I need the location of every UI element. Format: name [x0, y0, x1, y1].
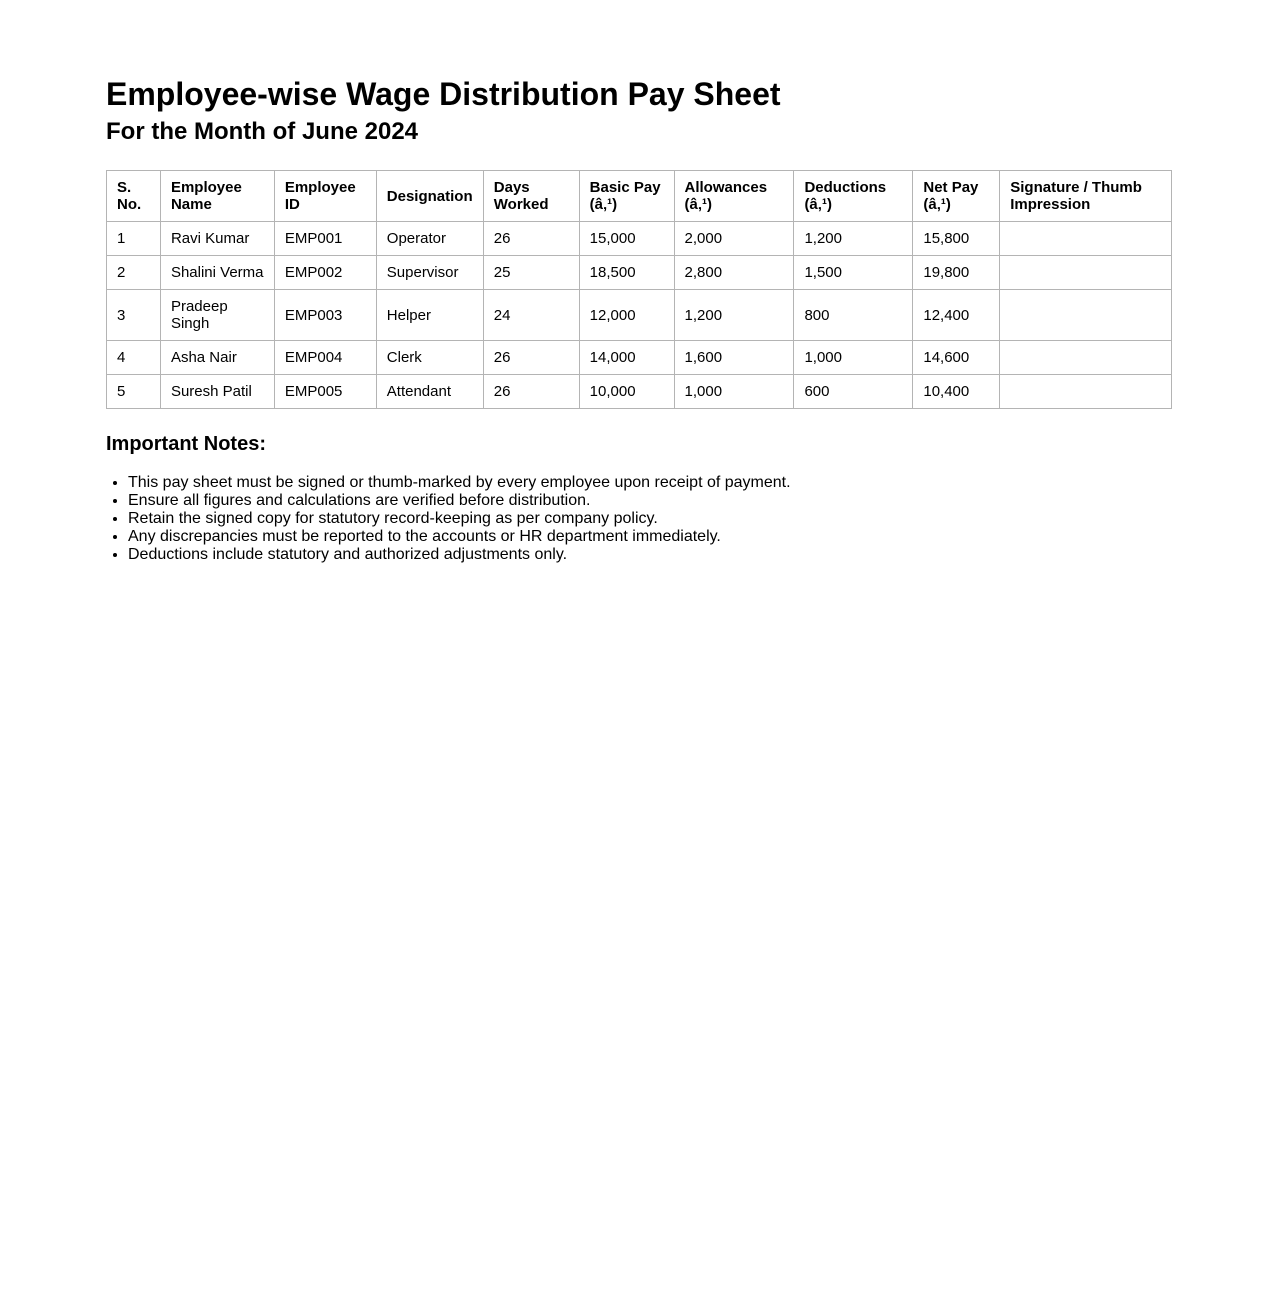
- cell-signature[interactable]: [1000, 341, 1172, 375]
- list-item: • This pay sheet must be signed or thumb-marked by every employee upon receipt of payment.: [128, 474, 1172, 492]
- cell-allowances: 1,200: [674, 290, 794, 341]
- table-row: [107, 222, 1172, 256]
- cell-deductions: 1,500: [794, 256, 913, 290]
- list-item: • Any discrepancies must be reported to the accounts or HR department immediately.: [128, 528, 1172, 546]
- header-employee-id: Employee ID: [274, 171, 376, 222]
- header-designation: Designation: [376, 171, 483, 222]
- header-net-pay: Net Pay (â‚¹): [913, 171, 1000, 222]
- cell-allowances: 1,600: [674, 341, 794, 375]
- cell-signature[interactable]: [1000, 290, 1172, 341]
- cell-s-no: 3: [107, 290, 161, 341]
- page-subtitle: For the Month of June 2024: [106, 118, 419, 145]
- cell-allowances: 2,000: [674, 222, 794, 256]
- table-header-row: [107, 171, 1172, 222]
- notes-title: Important Notes:: [106, 433, 266, 455]
- table-row: [107, 375, 1172, 409]
- cell-signature[interactable]: [1000, 256, 1172, 290]
- cell-net-pay: 15,800: [913, 222, 1000, 256]
- cell-employee-name: Asha Nair: [160, 341, 274, 375]
- cell-s-no: 1: [107, 222, 161, 256]
- cell-employee-name: Suresh Patil: [160, 375, 274, 409]
- header-signature: Signature / Thumb Impression: [1000, 171, 1172, 222]
- table-row: [107, 341, 1172, 375]
- cell-days-worked: 26: [483, 375, 579, 409]
- cell-employee-id: EMP001: [274, 222, 376, 256]
- cell-net-pay: 12,400: [913, 290, 1000, 341]
- list-item: • Retain the signed copy for statutory record-keeping as per company policy.: [128, 510, 1172, 528]
- cell-deductions: 1,200: [794, 222, 913, 256]
- header-allowances: Allowances (â‚¹): [674, 171, 794, 222]
- header-employee-name: Employee Name: [160, 171, 274, 222]
- pay-sheet-page: [0, 0, 1278, 564]
- header-deductions: Deductions (â‚¹): [794, 171, 913, 222]
- cell-employee-id: EMP004: [274, 341, 376, 375]
- header-s-no: S. No.: [107, 171, 161, 222]
- cell-s-no: 4: [107, 341, 161, 375]
- table-row: [107, 290, 1172, 341]
- cell-signature[interactable]: [1000, 375, 1172, 409]
- cell-net-pay: 14,600: [913, 341, 1000, 375]
- cell-designation: Operator: [376, 222, 483, 256]
- cell-designation: Clerk: [376, 341, 483, 375]
- cell-days-worked: 24: [483, 290, 579, 341]
- header-basic-pay: Basic Pay (â‚¹): [579, 171, 674, 222]
- cell-days-worked: 26: [483, 222, 579, 256]
- cell-designation: Helper: [376, 290, 483, 341]
- cell-deductions: 1,000: [794, 341, 913, 375]
- wage-table: [106, 170, 1172, 409]
- cell-basic-pay: 15,000: [579, 222, 674, 256]
- cell-allowances: 2,800: [674, 256, 794, 290]
- cell-s-no: 5: [107, 375, 161, 409]
- cell-days-worked: 26: [483, 341, 579, 375]
- cell-employee-name: Ravi Kumar: [160, 222, 274, 256]
- list-item: • Ensure all figures and calculations are verified before distribution.: [128, 492, 1172, 510]
- cell-net-pay: 19,800: [913, 256, 1000, 290]
- cell-designation: Supervisor: [376, 256, 483, 290]
- cell-deductions: 600: [794, 375, 913, 409]
- list-item: • Deductions include statutory and authorized adjustments only.: [128, 546, 1172, 564]
- notes-list: [106, 474, 1172, 564]
- cell-days-worked: 25: [483, 256, 579, 290]
- table-row: [107, 256, 1172, 290]
- cell-employee-id: EMP005: [274, 375, 376, 409]
- cell-employee-name: Pradeep Singh: [160, 290, 274, 341]
- cell-allowances: 1,000: [674, 375, 794, 409]
- cell-basic-pay: 12,000: [579, 290, 674, 341]
- cell-basic-pay: 18,500: [579, 256, 674, 290]
- cell-designation: Attendant: [376, 375, 483, 409]
- cell-deductions: 800: [794, 290, 913, 341]
- cell-basic-pay: 14,000: [579, 341, 674, 375]
- cell-s-no: 2: [107, 256, 161, 290]
- page-title: Employee-wise Wage Distribution Pay Sheet: [106, 76, 781, 112]
- header-days-worked: Days Worked: [483, 171, 579, 222]
- cell-net-pay: 10,400: [913, 375, 1000, 409]
- cell-employee-id: EMP003: [274, 290, 376, 341]
- cell-signature[interactable]: [1000, 222, 1172, 256]
- cell-employee-name: Shalini Verma: [160, 256, 274, 290]
- cell-basic-pay: 10,000: [579, 375, 674, 409]
- cell-employee-id: EMP002: [274, 256, 376, 290]
